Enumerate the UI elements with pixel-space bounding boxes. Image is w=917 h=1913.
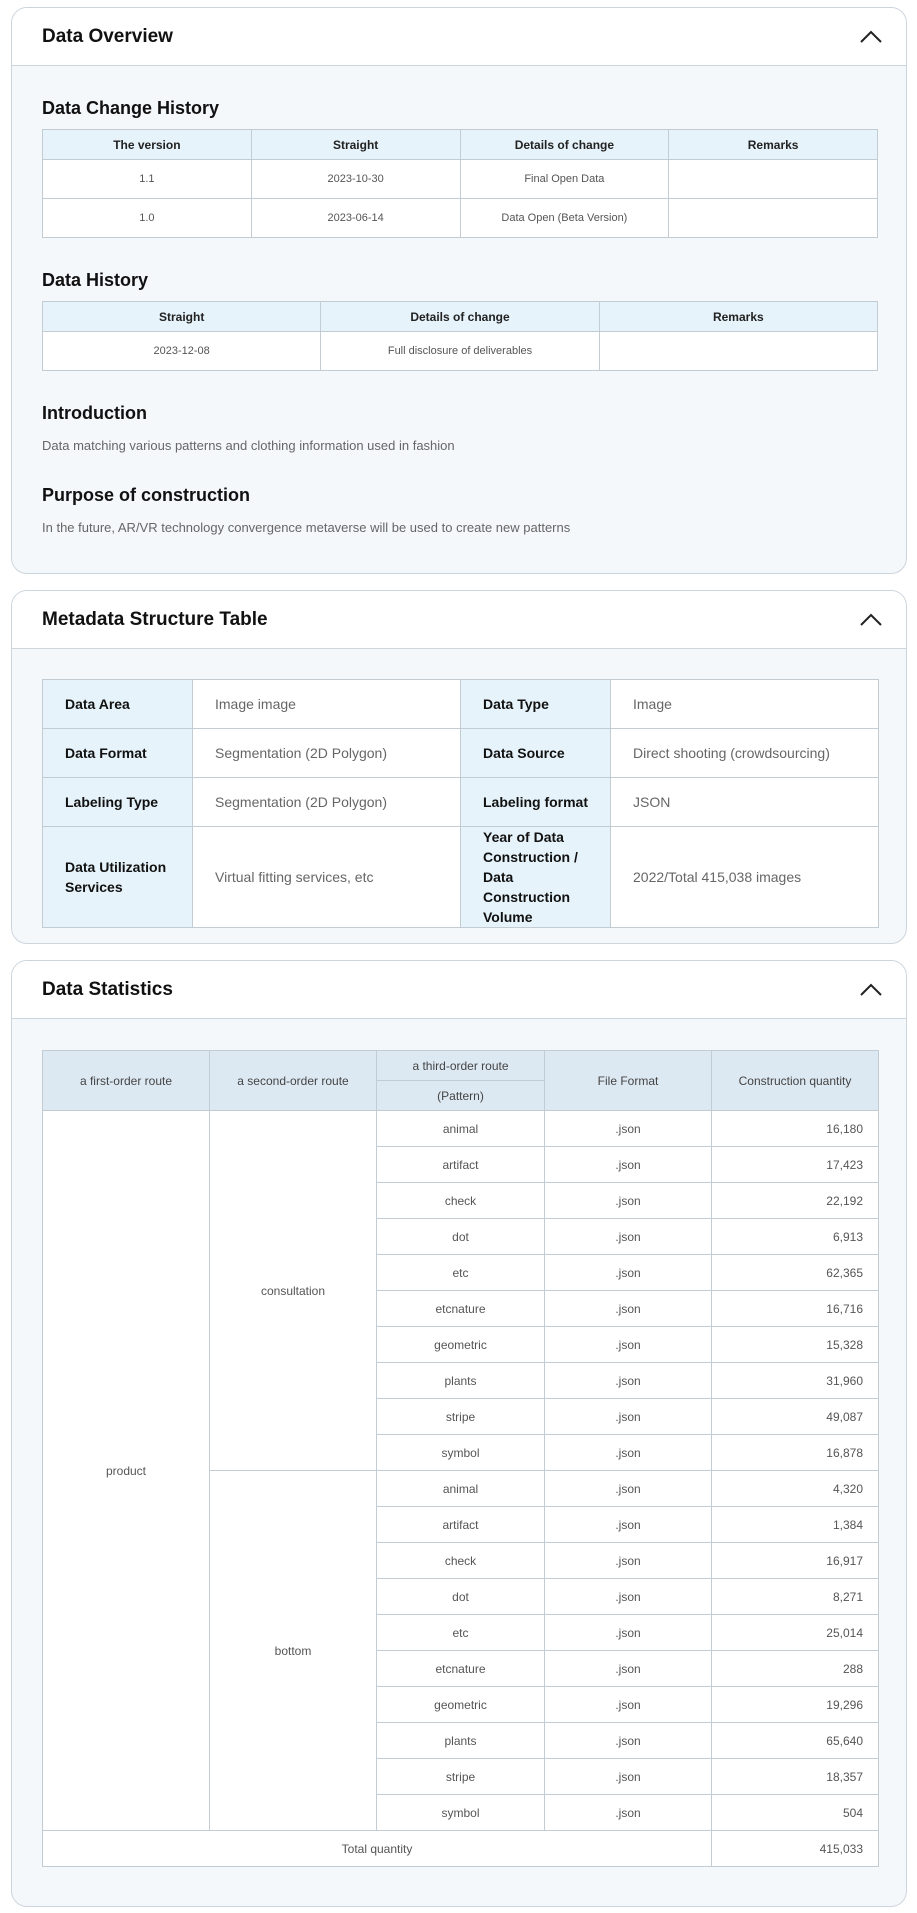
quantity-cell: 19,296 <box>712 1687 879 1723</box>
file-format-cell: .json <box>545 1363 712 1399</box>
pattern-cell: check <box>377 1543 545 1579</box>
file-format-cell: .json <box>545 1291 712 1327</box>
pattern-cell: check <box>377 1183 545 1219</box>
table-row <box>43 729 879 778</box>
quantity-cell: 65,640 <box>712 1723 879 1759</box>
file-format-cell: .json <box>545 1111 712 1147</box>
quantity-cell: 31,960 <box>712 1363 879 1399</box>
quantity-cell: 18,357 <box>712 1759 879 1795</box>
second-route-cell: bottom <box>210 1471 377 1831</box>
table-row <box>43 160 878 199</box>
data-overview-body <box>12 98 906 535</box>
details-cell: Final Open Data <box>460 160 669 199</box>
file-format-cell: .json <box>545 1615 712 1651</box>
metadata-body <box>12 649 906 928</box>
construction-year-label: Year of Data Construction / Data Construction Volume <box>461 827 611 928</box>
statistics-header[interactable] <box>12 961 906 1019</box>
statistics-title: Data Statistics <box>42 978 173 1000</box>
details-cell: Data Open (Beta Version) <box>460 199 669 238</box>
file-format-cell: .json <box>545 1687 712 1723</box>
pattern-cell: stripe <box>377 1399 545 1435</box>
date-cell: 2023-12-08 <box>43 332 321 371</box>
file-format-cell: .json <box>545 1399 712 1435</box>
pattern-cell: dot <box>377 1579 545 1615</box>
table-header: Remarks <box>669 130 878 160</box>
data-source-value: Direct shooting (crowdsourcing) <box>611 729 879 778</box>
file-format-cell: .json <box>545 1507 712 1543</box>
quantity-cell: 22,192 <box>712 1183 879 1219</box>
data-area-value: Image image <box>193 680 461 729</box>
statistics-panel <box>11 960 907 1907</box>
version-cell: 1.0 <box>43 199 252 238</box>
table-row <box>43 827 879 928</box>
quantity-cell: 16,878 <box>712 1435 879 1471</box>
table-row <box>43 778 879 827</box>
pattern-cell: artifact <box>377 1147 545 1183</box>
pattern-cell: symbol <box>377 1435 545 1471</box>
quantity-cell: 16,917 <box>712 1543 879 1579</box>
file-format-cell: .json <box>545 1723 712 1759</box>
second-route-cell: consultation <box>210 1111 377 1471</box>
pattern-cell: stripe <box>377 1759 545 1795</box>
file-format-cell: .json <box>545 1147 712 1183</box>
pattern-subheader: (Pattern) <box>377 1081 545 1111</box>
purpose-title: Purpose of construction <box>42 485 251 505</box>
file-format-cell: .json <box>545 1471 712 1507</box>
quantity-cell: 17,423 <box>712 1147 879 1183</box>
first-route-header: a first-order route <box>43 1051 210 1111</box>
data-format-value: Segmentation (2D Polygon) <box>193 729 461 778</box>
quantity-cell: 504 <box>712 1795 879 1831</box>
table-header: Straight <box>43 302 321 332</box>
labeling-format-value: JSON <box>611 778 879 827</box>
total-label: Total quantity <box>43 1831 712 1867</box>
table-row <box>43 199 878 238</box>
introduction-title: Introduction <box>42 403 147 423</box>
metadata-header[interactable] <box>12 591 906 649</box>
quantity-cell: 16,180 <box>712 1111 879 1147</box>
remarks-cell <box>599 332 877 371</box>
pattern-cell: animal <box>377 1111 545 1147</box>
quantity-cell: 16,716 <box>712 1291 879 1327</box>
data-overview-header[interactable] <box>12 8 906 66</box>
pattern-cell: geometric <box>377 1327 545 1363</box>
data-change-history-title: Data Change History <box>42 98 220 118</box>
quantity-header: Construction quantity <box>712 1051 879 1111</box>
statistics-tbody <box>43 1111 879 1831</box>
data-overview-title: Data Overview <box>42 25 173 47</box>
file-format-cell: .json <box>545 1579 712 1615</box>
version-cell: 1.1 <box>43 160 252 199</box>
metadata-title: Metadata Structure Table <box>42 608 268 630</box>
first-route-cell: product <box>43 1111 210 1831</box>
total-row <box>43 1831 879 1867</box>
table-header: Straight <box>251 130 460 160</box>
table-header: Details of change <box>460 130 669 160</box>
pattern-cell: symbol <box>377 1795 545 1831</box>
table-header: The version <box>43 130 252 160</box>
data-change-history-table <box>42 129 878 238</box>
quantity-cell: 288 <box>712 1651 879 1687</box>
remarks-cell <box>669 160 878 199</box>
table-header: Details of change <box>321 302 599 332</box>
pattern-cell: etc <box>377 1255 545 1291</box>
quantity-cell: 4,320 <box>712 1471 879 1507</box>
construction-year-value: 2022/Total 415,038 images <box>611 827 879 928</box>
file-format-cell: .json <box>545 1327 712 1363</box>
metadata-table <box>42 679 879 928</box>
metadata-panel <box>11 590 907 944</box>
data-history-table <box>42 301 878 371</box>
quantity-cell: 8,271 <box>712 1579 879 1615</box>
table-row <box>43 332 878 371</box>
pattern-cell: etcnature <box>377 1291 545 1327</box>
data-history-title: Data History <box>42 270 149 290</box>
introduction-text: Data matching various patterns and clothing information used in fashion <box>42 438 455 453</box>
quantity-cell: 1,384 <box>712 1507 879 1543</box>
labeling-format-label: Labeling format <box>461 778 611 827</box>
chevron-up-icon[interactable] <box>858 607 884 633</box>
statistics-table <box>42 1050 879 1867</box>
pattern-cell: animal <box>377 1471 545 1507</box>
pattern-cell: etcnature <box>377 1651 545 1687</box>
file-format-cell: .json <box>545 1183 712 1219</box>
quantity-cell: 62,365 <box>712 1255 879 1291</box>
data-source-label: Data Source <box>461 729 611 778</box>
remarks-cell <box>669 199 878 238</box>
pattern-cell: artifact <box>377 1507 545 1543</box>
file-format-cell: .json <box>545 1795 712 1831</box>
chevron-up-icon[interactable] <box>858 24 884 50</box>
table-row <box>43 1111 879 1147</box>
file-format-cell: .json <box>545 1435 712 1471</box>
data-overview-panel <box>11 7 907 574</box>
file-format-header: File Format <box>545 1051 712 1111</box>
pattern-cell: plants <box>377 1723 545 1759</box>
pattern-cell: geometric <box>377 1687 545 1723</box>
third-route-header: a third-order route <box>377 1051 545 1081</box>
data-type-label: Data Type <box>461 680 611 729</box>
purpose-text: In the future, AR/VR technology convergence metaverse will be used to create new patterns <box>42 520 571 535</box>
file-format-cell: .json <box>545 1759 712 1795</box>
quantity-cell: 49,087 <box>712 1399 879 1435</box>
data-area-label: Data Area <box>43 680 193 729</box>
quantity-cell: 15,328 <box>712 1327 879 1363</box>
data-type-value: Image <box>611 680 879 729</box>
total-value: 415,033 <box>712 1831 879 1867</box>
details-cell: Full disclosure of deliverables <box>321 332 599 371</box>
utilization-services-label: Data Utilization Services <box>43 827 193 928</box>
file-format-cell: .json <box>545 1255 712 1291</box>
quantity-cell: 25,014 <box>712 1615 879 1651</box>
utilization-services-value: Virtual fitting services, etc <box>193 827 461 928</box>
chevron-up-icon[interactable] <box>858 977 884 1003</box>
table-row <box>43 680 879 729</box>
data-format-label: Data Format <box>43 729 193 778</box>
file-format-cell: .json <box>545 1219 712 1255</box>
labeling-type-value: Segmentation (2D Polygon) <box>193 778 461 827</box>
pattern-cell: etc <box>377 1615 545 1651</box>
date-cell: 2023-06-14 <box>251 199 460 238</box>
file-format-cell: .json <box>545 1543 712 1579</box>
pattern-cell: dot <box>377 1219 545 1255</box>
file-format-cell: .json <box>545 1651 712 1687</box>
table-header: Remarks <box>599 302 877 332</box>
pattern-cell: plants <box>377 1363 545 1399</box>
labeling-type-label: Labeling Type <box>43 778 193 827</box>
statistics-body <box>12 1019 906 1867</box>
second-route-header: a second-order route <box>210 1051 377 1111</box>
date-cell: 2023-10-30 <box>251 160 460 199</box>
quantity-cell: 6,913 <box>712 1219 879 1255</box>
